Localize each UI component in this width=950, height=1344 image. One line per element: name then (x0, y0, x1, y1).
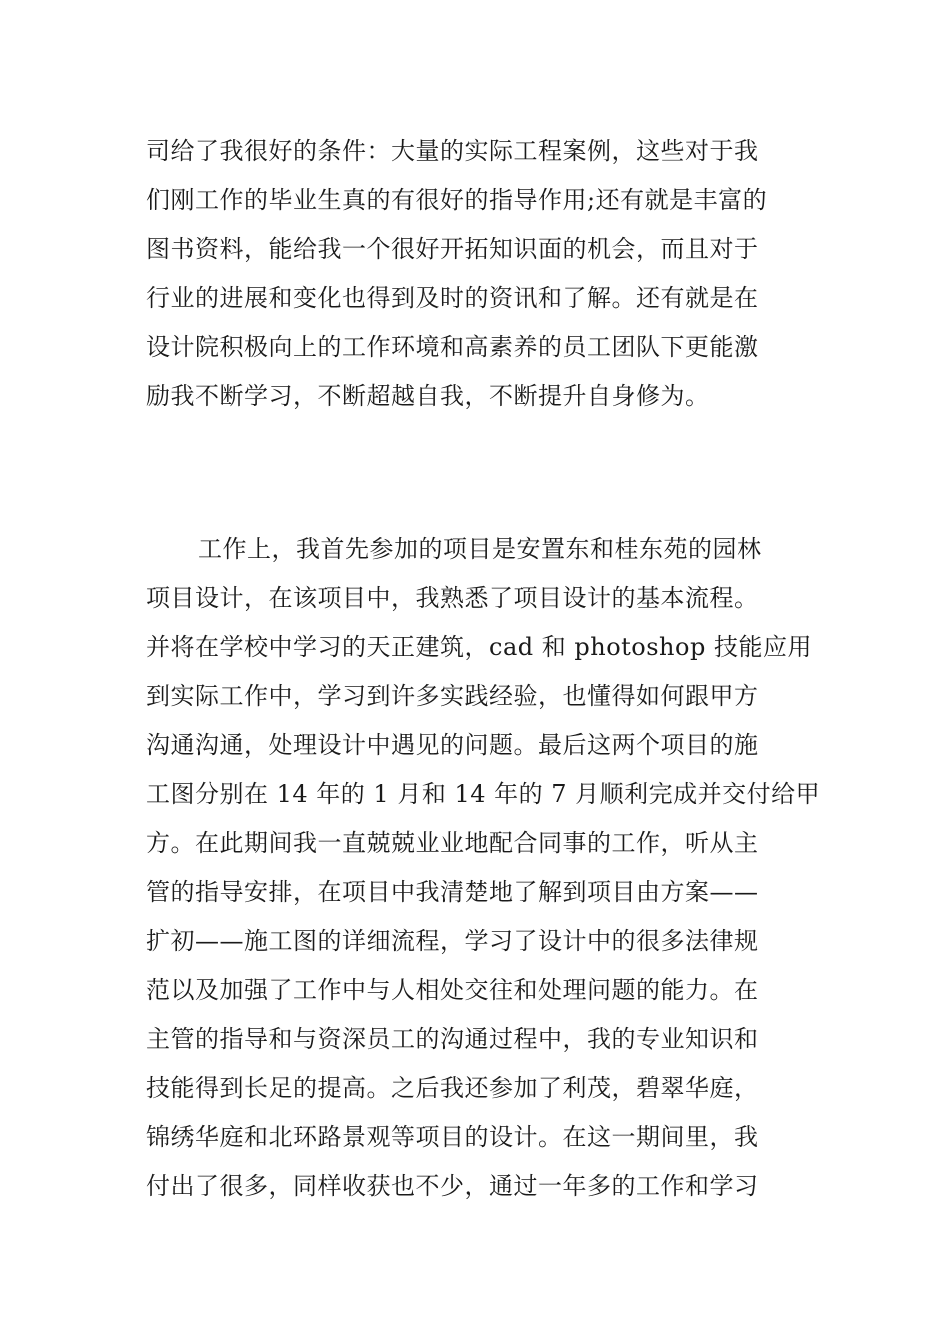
text-line: 管的指导安排，在项目中我清楚地了解到项目由方案—— (146, 878, 759, 906)
text-line: 行业的进展和变化也得到及时的资讯和了解。还有就是在 (146, 284, 759, 312)
text-line: 司给了我很好的条件：大量的实际工程案例，这些对于我 (146, 137, 759, 165)
text-line: 并将在学校中学习的天正建筑，cad 和 photoshop 技能应用 (146, 633, 812, 661)
text-line: 沟通沟通，处理设计中遇见的问题。最后这两个项目的施 (146, 731, 759, 759)
text-line: 扩初——施工图的详细流程，学习了设计中的很多法律规 (146, 927, 759, 955)
text-line: 们刚工作的毕业生真的有很好的指导作用;还有就是丰富的 (146, 186, 768, 214)
text-line: 图书资料，能给我一个很好开拓知识面的机会，而且对于 (146, 235, 759, 263)
text-line: 励我不断学习，不断超越自我，不断提升自身修为。 (146, 382, 710, 410)
text-line: 工图分别在 14 年的 1 月和 14 年的 7 月顺利完成并交付给甲 (146, 780, 821, 808)
text-line: 方。在此期间我一直兢兢业业地配合同事的工作，听从主 (146, 829, 759, 857)
text-line-indented: 工作上，我首先参加的项目是安置东和桂东苑的园林 (198, 535, 762, 563)
text-line: 到实际工作中，学习到许多实践经验，也懂得如何跟甲方 (146, 682, 759, 710)
text-line: 锦绣华庭和北环路景观等项目的设计。在这一期间里，我 (146, 1123, 759, 1151)
text-line: 技能得到长足的提高。之后我还参加了利茂，碧翠华庭， (146, 1074, 759, 1102)
text-line: 项目设计，在该项目中，我熟悉了项目设计的基本流程。 (146, 584, 759, 612)
text-line: 付出了很多，同样收获也不少，通过一年多的工作和学习 (146, 1172, 759, 1200)
text-line: 范以及加强了工作中与人相处交往和处理问题的能力。在 (146, 976, 759, 1004)
text-line: 主管的指导和与资深员工的沟通过程中，我的专业知识和 (146, 1025, 759, 1053)
text-line: 设计院积极向上的工作环境和高素养的员工团队下更能激 (146, 333, 759, 361)
